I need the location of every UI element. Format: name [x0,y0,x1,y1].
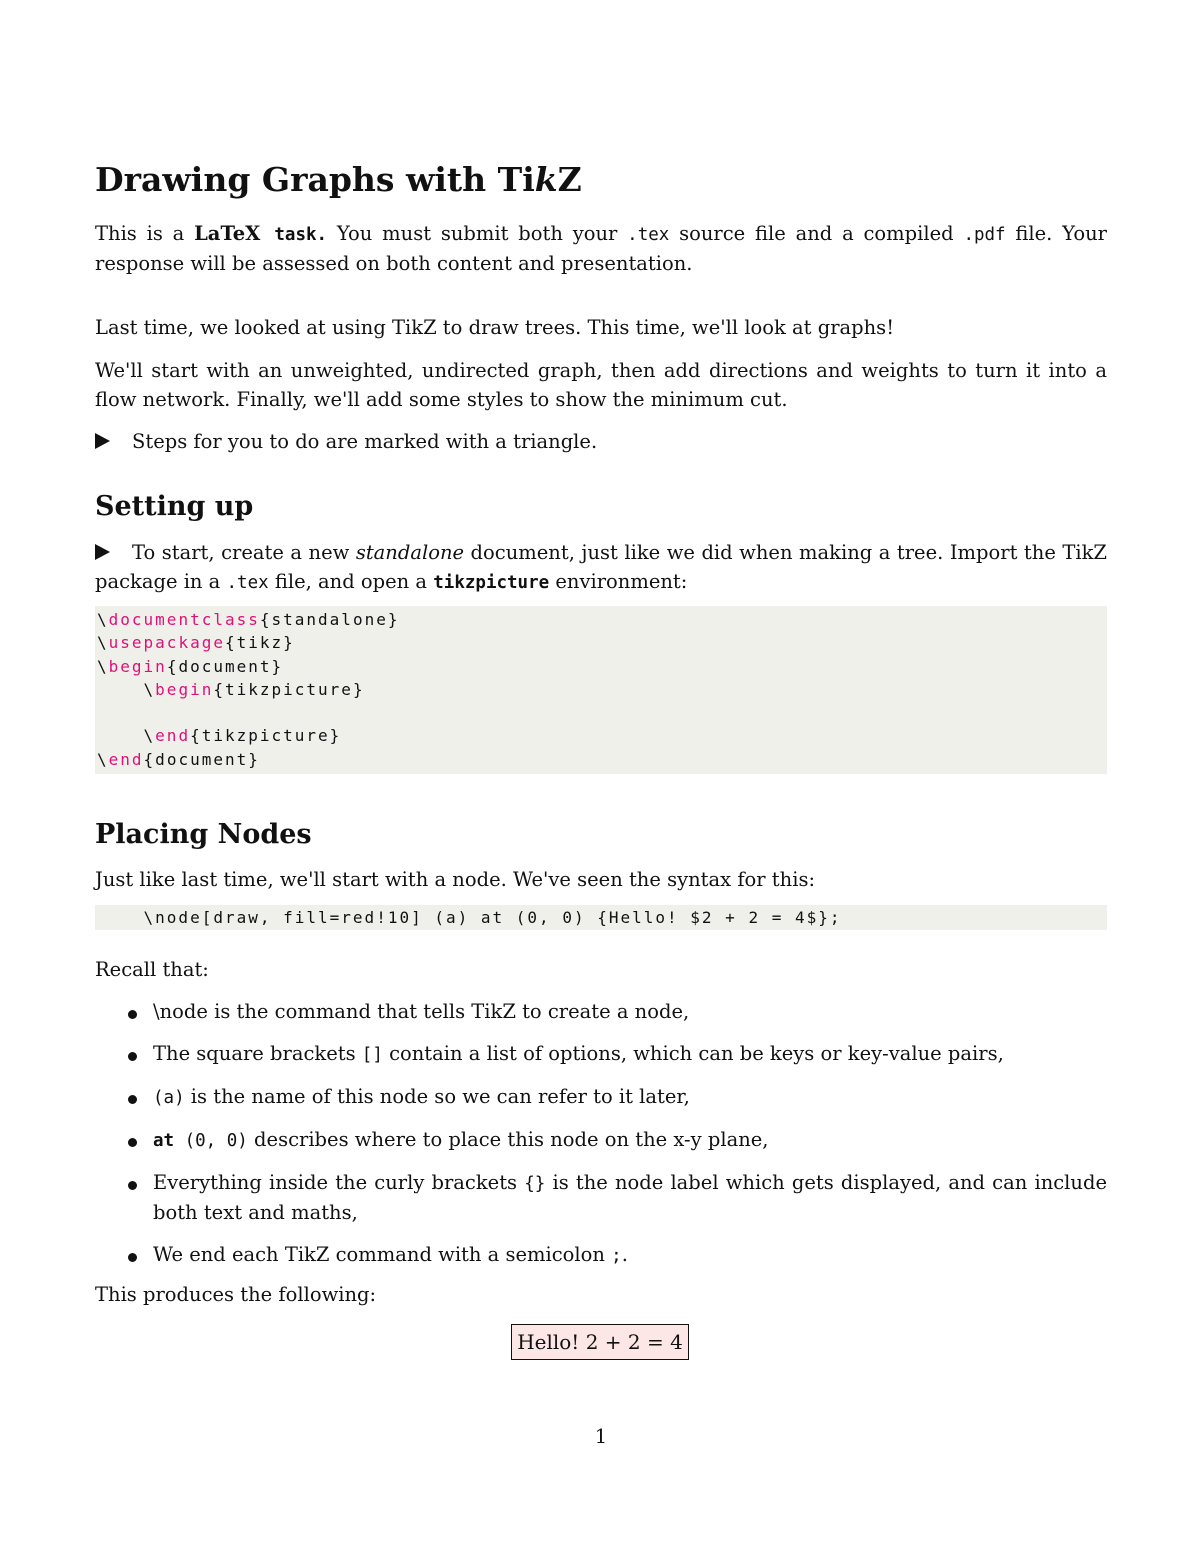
code-line: \begin{tikzpicture} [97,679,365,699]
list-item: at (0, 0) describes where to place this node on the x-y plane, [95,1126,1107,1156]
list-item: We end each TikZ command with a semicolon ;. [95,1241,1107,1271]
latex-logo: LaTeX [194,222,261,245]
nodes-intro: Just like last time, we'll start with a node. We've seen the syntax for this: [95,868,816,891]
code-line: \begin{document} [97,656,284,676]
step-note: Steps for you to do are marked with a triangle. [95,428,1107,457]
recall-text: Recall that: [95,958,209,981]
heading-setting-up: Setting up [95,491,254,522]
document-title: Drawing Graphs with TikZ [95,160,582,199]
page-number: 1 [594,1425,608,1448]
setup-paragraph: To start, create a new standalone document, just like we did when making a tree. Import the TikZ package in a .tex file, and open a tikzpicture environment: [95,541,1107,593]
produces-text: This produces the following: [95,1283,377,1306]
bullet-icon [128,1138,137,1147]
triangle-icon [95,433,110,449]
code-block-setup [95,606,1107,774]
paragraph-last-time: Last time, we looked at using TikZ to draw trees. This time, we'll look at graphs! [95,316,895,339]
list-item: (a) is the name of this node so we can refer to it later, [95,1083,1107,1113]
code-line: \node[draw, fill=red!10] (a) at (0, 0) {Hello! $2 + 2 = 4$}; [97,908,842,927]
code-line: \usepackage{tikz} [97,633,295,653]
code-line: \end{document} [97,749,260,769]
code-line: \end{tikzpicture} [97,726,342,746]
paragraph-overview: We'll start with an unweighted, undirected graph, then add directions and weights to turn it into a flow network. Finally, we'll add some styles to show the minimum cut. [95,359,1107,411]
list-item: The square brackets [] contain a list of options, which can be keys or key-value pairs, [95,1040,1107,1070]
intro-paragraph: This is a LaTeX task. You must submit both your .tex source file and a compiled .pdf file. Your response will be assessed on both content and presentation. [95,222,1107,275]
bullet-icon [128,1181,137,1190]
code-line-blank [95,701,1107,724]
code-block-node [95,905,1107,930]
list-item: \node is the command that tells TikZ to create a node, [95,998,1107,1027]
bullet-icon [128,1095,137,1104]
bullet-icon [128,1052,137,1061]
heading-placing-nodes: Placing Nodes [95,819,312,850]
bullet-icon [128,1010,137,1019]
triangle-icon [95,544,110,560]
bullet-icon [128,1253,137,1262]
code-line: \documentclass{standalone} [97,610,400,629]
recall-list [95,998,1107,1270]
node-output-box: Hello! 2 + 2 = 4 [511,1324,689,1360]
list-item: Everything inside the curly brackets {} is the node label which gets displayed, and can include both text and maths, [95,1169,1107,1227]
